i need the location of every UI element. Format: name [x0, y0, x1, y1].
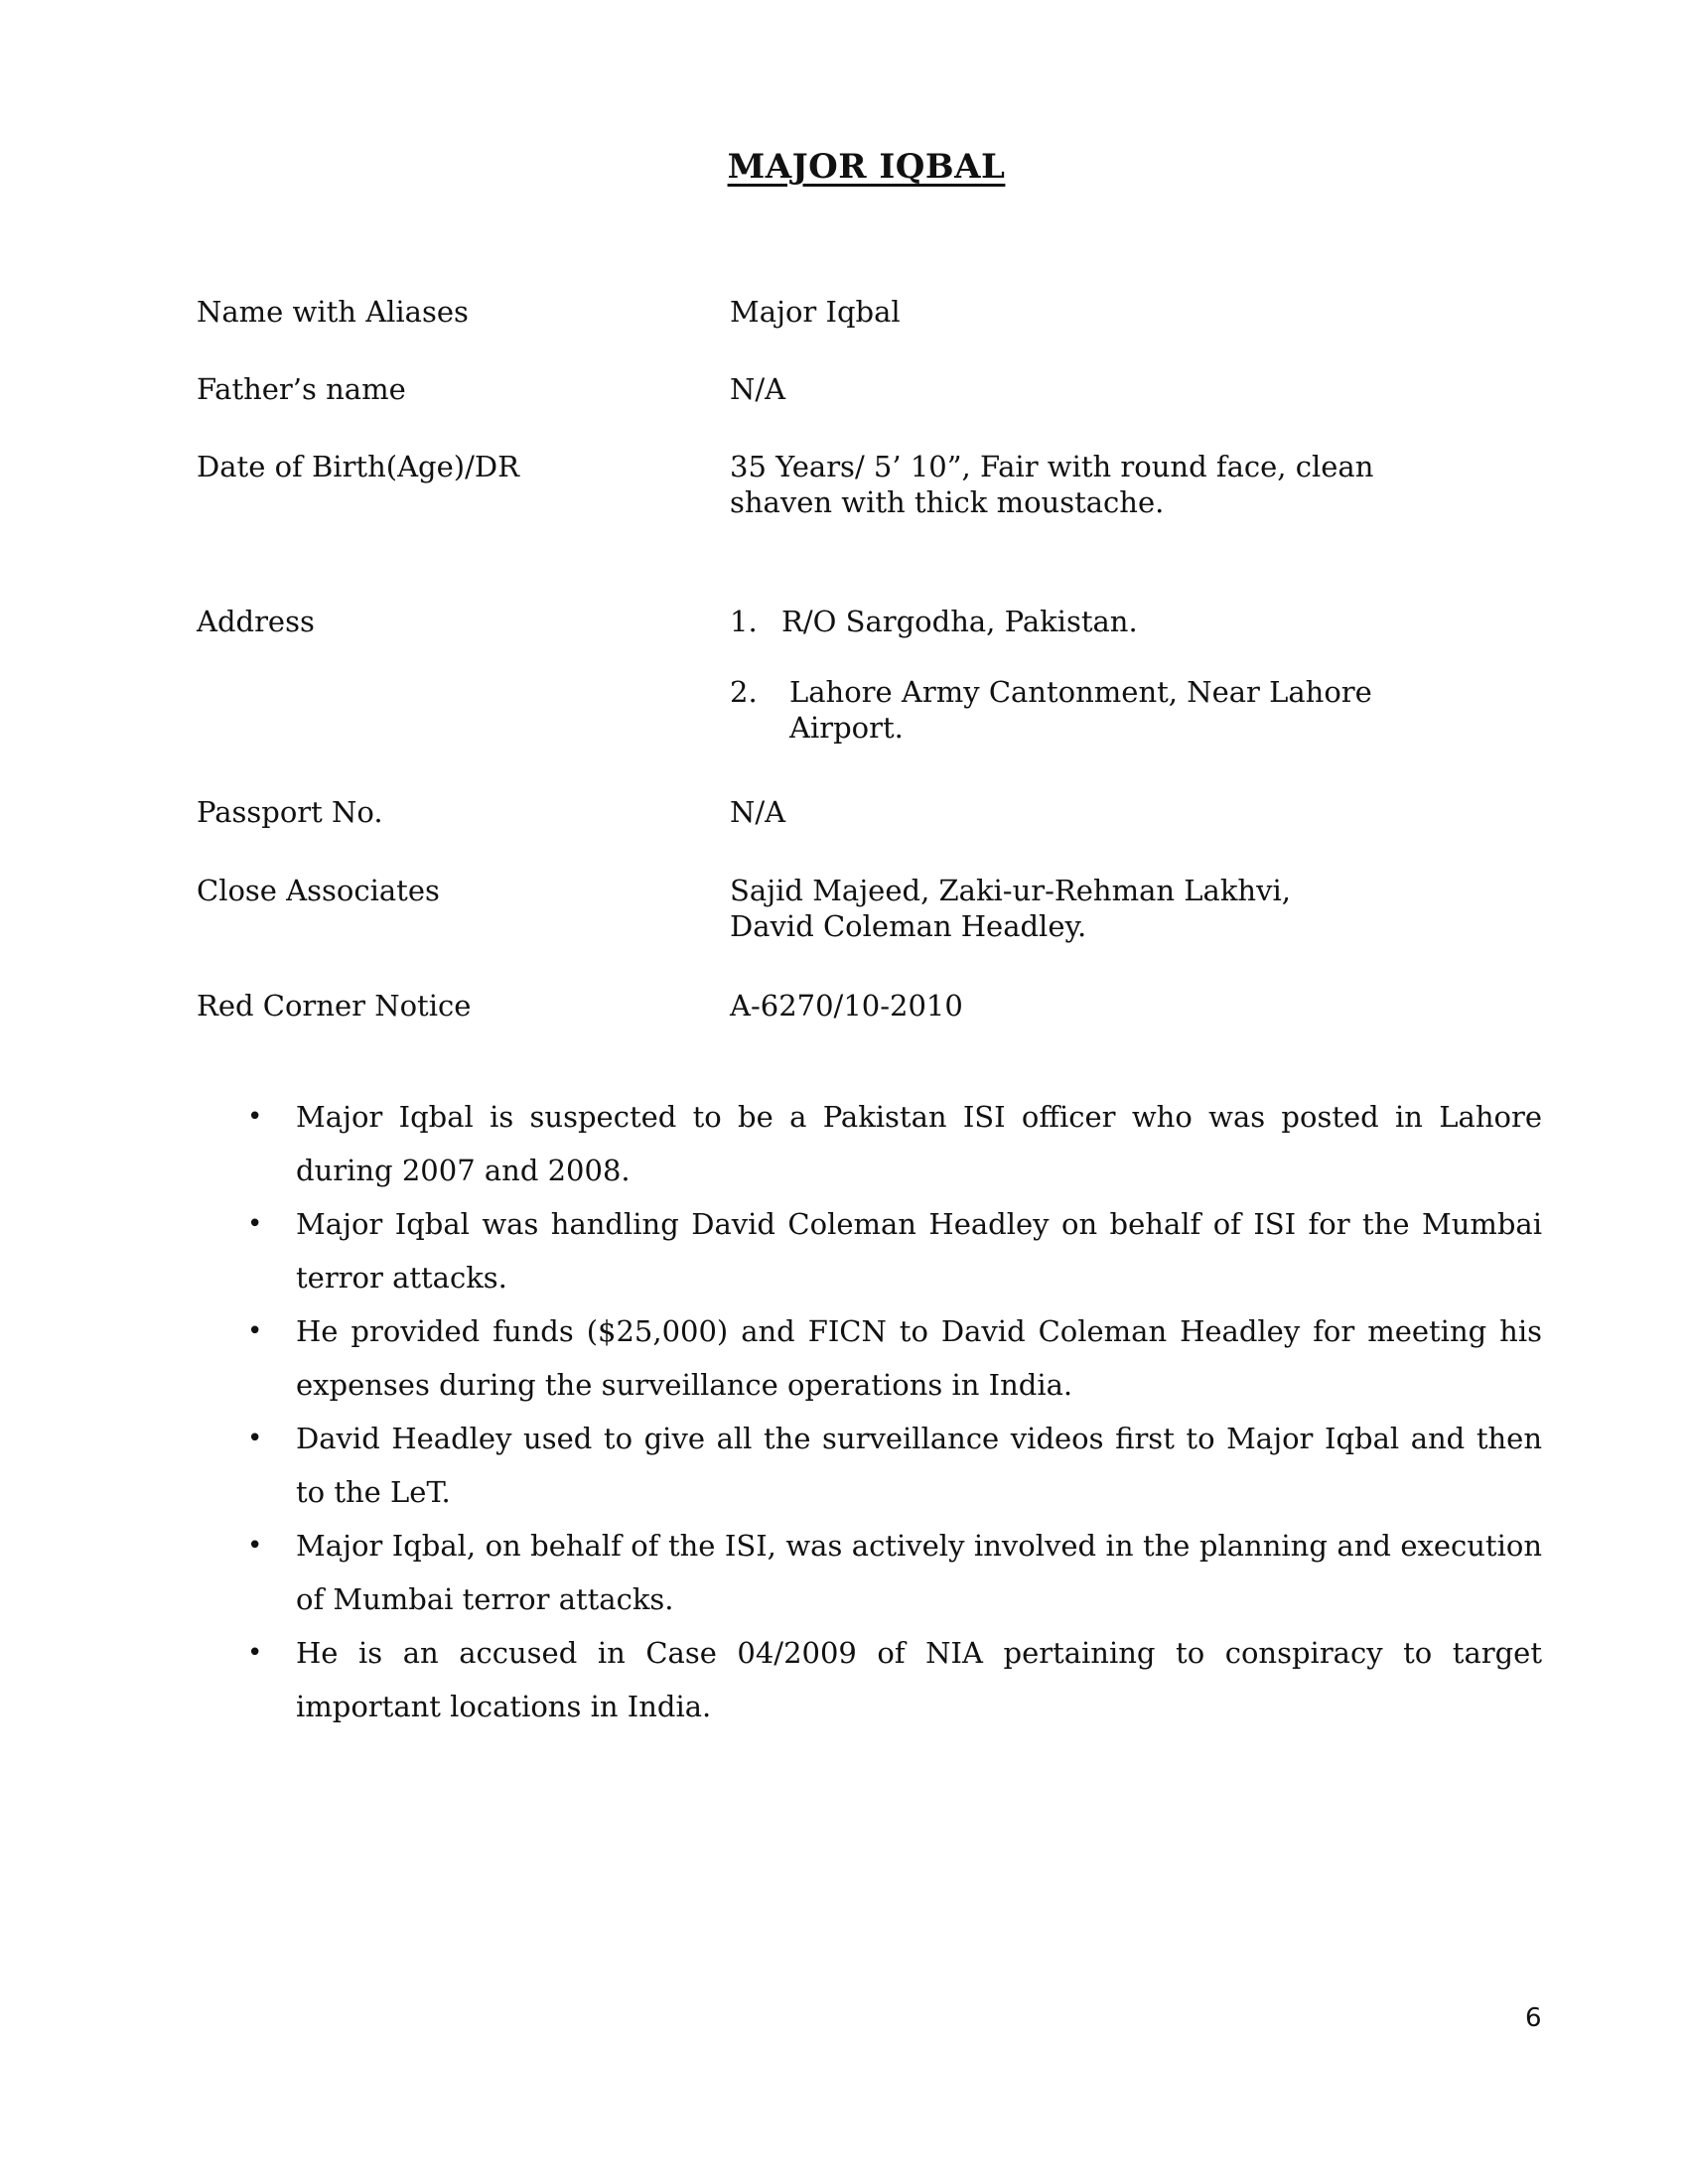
passport-value: N/A: [730, 795, 786, 829]
bullet-item: [243, 1519, 1542, 1626]
dob-label: Date of Birth(Age)/DR: [197, 450, 519, 483]
bullet-item: [243, 1626, 1542, 1733]
bullet-item: [243, 1412, 1542, 1519]
bullet-list: [243, 1090, 1542, 1733]
bullet-icon: •: [247, 1424, 263, 1453]
bullet-text: Major Iqbal, on behalf of the ISI, was actively involved in the planning and execution of Mumbai terror attacks.: [296, 1529, 1542, 1616]
bullet-text: Major Iqbal is suspected to be a Pakistan ISI officer who was posted in Lahore during 2007 and 2008.: [296, 1100, 1542, 1187]
address-item-text: R/O Sargodha, Pakistan.: [781, 605, 1138, 638]
rcn-value: A-6270/10-2010: [730, 989, 963, 1023]
name-label: Name with Aliases: [197, 295, 469, 329]
bullet-icon: •: [247, 1209, 263, 1239]
dob-value: 35 Years/ 5’ 10”, Fair with round face, clean shaven with thick moustache.: [730, 450, 1374, 519]
associates-label: Close Associates: [197, 874, 440, 907]
bullet-icon: •: [247, 1316, 263, 1346]
address-item-number: 1.: [730, 605, 758, 638]
address-item-text: Lahore Army Cantonment, Near Lahore Airport.: [789, 675, 1372, 745]
bullet-text: He is an accused in Case 04/2009 of NIA pertaining to conspiracy to target important locations in India.: [296, 1636, 1542, 1723]
passport-label: Passport No.: [197, 795, 383, 829]
address-label: Address: [197, 605, 315, 638]
bullet-icon: •: [247, 1102, 263, 1132]
rcn-label: Red Corner Notice: [197, 989, 472, 1023]
page-number: 6: [1525, 2003, 1542, 2033]
bullet-item: [243, 1090, 1542, 1197]
bullet-text: He provided funds ($25,000) and FICN to David Coleman Headley for meeting his expenses during the surveillance operations in India.: [296, 1314, 1542, 1402]
page-title: MAJOR IQBAL: [727, 147, 1006, 187]
bullet-item: [243, 1197, 1542, 1304]
bullet-text: David Headley used to give all the surveillance videos first to Major Iqbal and then to the LeT.: [296, 1422, 1542, 1509]
bullet-icon: •: [247, 1531, 263, 1561]
name-value: Major Iqbal: [730, 295, 901, 329]
bullet-item: [243, 1304, 1542, 1412]
associates-value: Sajid Majeed, Zaki-ur-Rehman Lakhvi, David Coleman Headley.: [730, 874, 1291, 943]
father-value: N/A: [730, 372, 786, 406]
address-item-number: 2.: [730, 675, 758, 709]
bullet-icon: •: [247, 1638, 263, 1668]
father-label: Father’s name: [197, 372, 406, 406]
bullet-text: Major Iqbal was handling David Coleman Headley on behalf of ISI for the Mumbai terror attacks.: [296, 1207, 1542, 1295]
